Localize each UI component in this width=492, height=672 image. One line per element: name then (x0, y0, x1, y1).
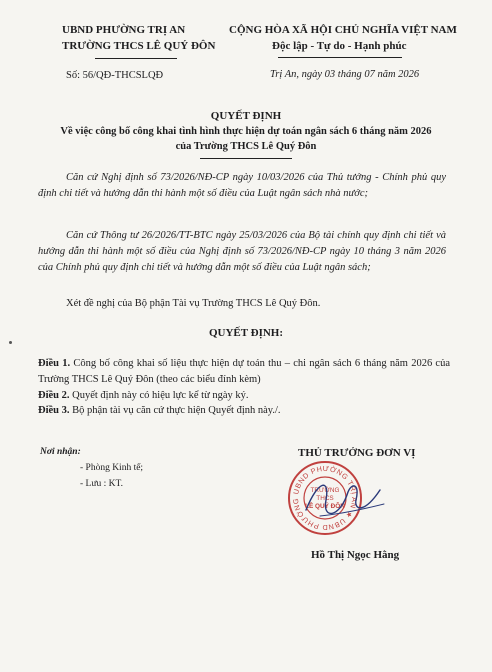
org-underline (95, 58, 177, 59)
article-1-label: Điều 1. (38, 358, 71, 369)
title-underline (200, 158, 292, 159)
signer-name: Hồ Thị Ngọc Hằng (311, 549, 400, 561)
handwritten-signature (300, 470, 390, 530)
org-line1: UBND PHƯỜNG TRỊ AN (62, 24, 186, 36)
article-2 (38, 388, 450, 404)
article-3-text: Bộ phận tài vụ căn cứ thực hiện Quyết định này./. (72, 405, 281, 416)
signature-title: THỦ TRƯỞNG ĐƠN VỊ (298, 447, 416, 459)
doc-subject-line2: của Trường THCS Lê Quý Đôn (175, 141, 317, 152)
nation-line2: Độc lập - Tự do - Hạnh phúc (272, 40, 407, 52)
basis-paragraph-2: Căn cứ Thông tư 26/2026/TT-BTC ngày 25/03/2026 của Bộ tài chính quy định chi tiết và hướng dẫn thi hành một số điều của Nghị định số 73/2026/NĐ-CP ngày 10 tháng 3 năm 2026 của Chính phủ quy định chi tiết và hướng dẫn một số điều của Luật ngân sách; (38, 230, 446, 273)
nation-underline (278, 57, 402, 58)
doc-subject-line1: Về việc công bố công khai tình hình thực hiện dự toán ngân sách 6 tháng năm 2026 (60, 126, 432, 137)
svg-text:THCS: THCS (316, 495, 334, 502)
article-3-label: Điều 3. (38, 405, 70, 416)
recipient-item: - Phòng Kinh tế; (80, 463, 144, 473)
recipients-heading: Nơi nhận: (40, 447, 81, 457)
article-2-text: Quyết định này có hiệu lực kể từ ngày ký. (72, 390, 249, 401)
proposal-paragraph: Xét đề nghị của Bộ phận Tài vụ Trường THCS Lê Quý Đôn. (66, 298, 321, 309)
article-1-text: Công bố công khai số liệu thực hiện dự toán thu – chi ngân sách 6 tháng năm 2026 của Trường THCS Lê Quý Đôn (theo các biểu đính kèm) (38, 358, 450, 385)
article-2-label: Điều 2. (38, 390, 70, 401)
svg-text:LÊ QUÝ ĐÔN: LÊ QUÝ ĐÔN (305, 503, 345, 510)
decision-heading: QUYẾT ĐỊNH: (208, 327, 284, 339)
place-date: Trị An, ngày 03 tháng 07 năm 2026 (270, 69, 420, 80)
article-3 (38, 403, 450, 419)
recipient-item: - Lưu : KT. (80, 479, 123, 489)
doc-number: Số: 56/QĐ-THCSLQĐ (66, 70, 164, 81)
svg-text:TRƯỜNG: TRƯỜNG (310, 487, 340, 494)
nation-line1: CỘNG HÒA XÃ HỘI CHỦ NGHĨA VIỆT NAM (229, 24, 457, 36)
scan-speck (9, 341, 12, 344)
article-1 (38, 356, 450, 388)
basis-paragraph-1: Căn cứ Nghị định số 73/2026/NĐ-CP ngày 10/03/2026 của Thủ tướng - Chính phủ quy định chi tiết và hướng dẫn thi hành một số điều của Luật ngân sách nhà nước; (38, 172, 446, 199)
doc-title: QUYẾT ĐỊNH (210, 110, 282, 122)
org-line2: TRƯỜNG THCS LÊ QUÝ ĐÔN (62, 40, 216, 52)
svg-text:UBND PHƯỜNG TRỊ AN ★ UBND PHƯỜ: UBND PHƯỜNG TRỊ AN ★ UBND PHƯỜNG (290, 463, 360, 533)
